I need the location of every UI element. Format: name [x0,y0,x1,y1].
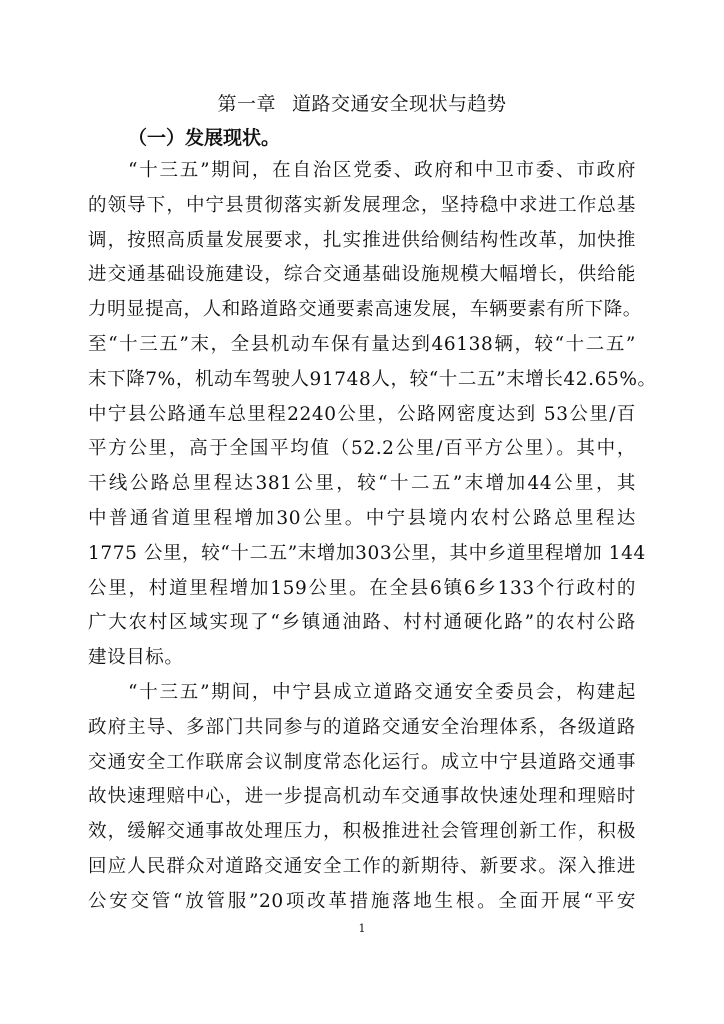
document-page [88,86,657,920]
chapter-title-text: 道路交通安全现状与趋势 [292,93,507,115]
paragraph-line: 进交通基础设施建设，综合交通基础设施规模大幅增长，供给能 [88,264,636,286]
paragraph-line: 交通安全工作联席会议制度常态化运行。成立中宁县道路交通事 [88,751,636,773]
paragraph-line: 1775 公里，较“十二五”末增加303公里，其中乡道里程增加 144 [88,542,646,564]
paragraph-line: 故快速理赔中心，进一步提高机动车交通事故快速处理和理赔时 [88,786,636,808]
paragraph-line: 中普通省道里程增加30公里。中宁县境内农村公路总里程达 [88,507,636,529]
paragraph-line: “十三五”期间，在自治区党委、政府和中卫市委、市政府 [128,160,636,181]
chapter-number: 第一章 [217,93,276,115]
paragraph-line: 干线公路总里程达381公里，较“十二五”末增加44公里，其 [88,473,636,495]
paragraph-line: 公里，村道里程增加159公里。在全县6镇6乡133个行政村的 [88,577,636,599]
paragraph-line: 建设目标。 [88,647,184,669]
paragraph-line: 广大农村区域实现了“乡镇通油路、村村通硬化路”的农村公路 [88,612,636,634]
paragraph-line: 中宁县公路通车总里程2240公里，公路网密度达到 53公里/百 [88,403,636,425]
paragraph-line: 末下降7%，机动车驾驶人91748人，较“十二五”末增长42.65%。 [88,368,657,390]
paragraph-line: “十三五”期间，中宁县成立道路交通安全委员会，构建起 [128,681,636,703]
paragraph-line: 调，按照高质量发展要求，扎实推进供给侧结构性改革，加快推 [88,229,636,251]
paragraph-development-status [88,154,657,676]
paragraph-line: 效，缓解交通事故处理压力，积极推进社会管理创新工作，积极 [88,821,636,843]
page-number: 1 [358,922,366,935]
paragraph-line: 政府主导、多部门共同参与的道路交通安全治理体系，各级道路 [88,716,636,738]
paragraph-line: 的领导下，中宁县贯彻落实新发展理念，坚持稳中求进工作总基 [88,194,636,216]
paragraph-line: 至“十三五”末，全县机动车保有量达到46138辆，较“十二五” [88,333,636,355]
section-heading: （一）发展现状。 [128,127,281,149]
paragraph-line: 平方公里，高于全国平均值（52.2公里/百平方公里）。其中， [88,438,636,460]
paragraph-line: 回应人民群众对道路交通安全工作的新期待、新要求。深入推进 [88,855,636,877]
paragraph-safety-governance [88,676,636,920]
paragraph-line: 力明显提高，人和路道路交通要素高速发展，车辆要素有所下降。 [88,299,642,321]
chapter-title [88,86,636,122]
paragraph-line: 公安交管“放管服”20项改革措施落地生根。全面开展“平安 [88,890,636,912]
